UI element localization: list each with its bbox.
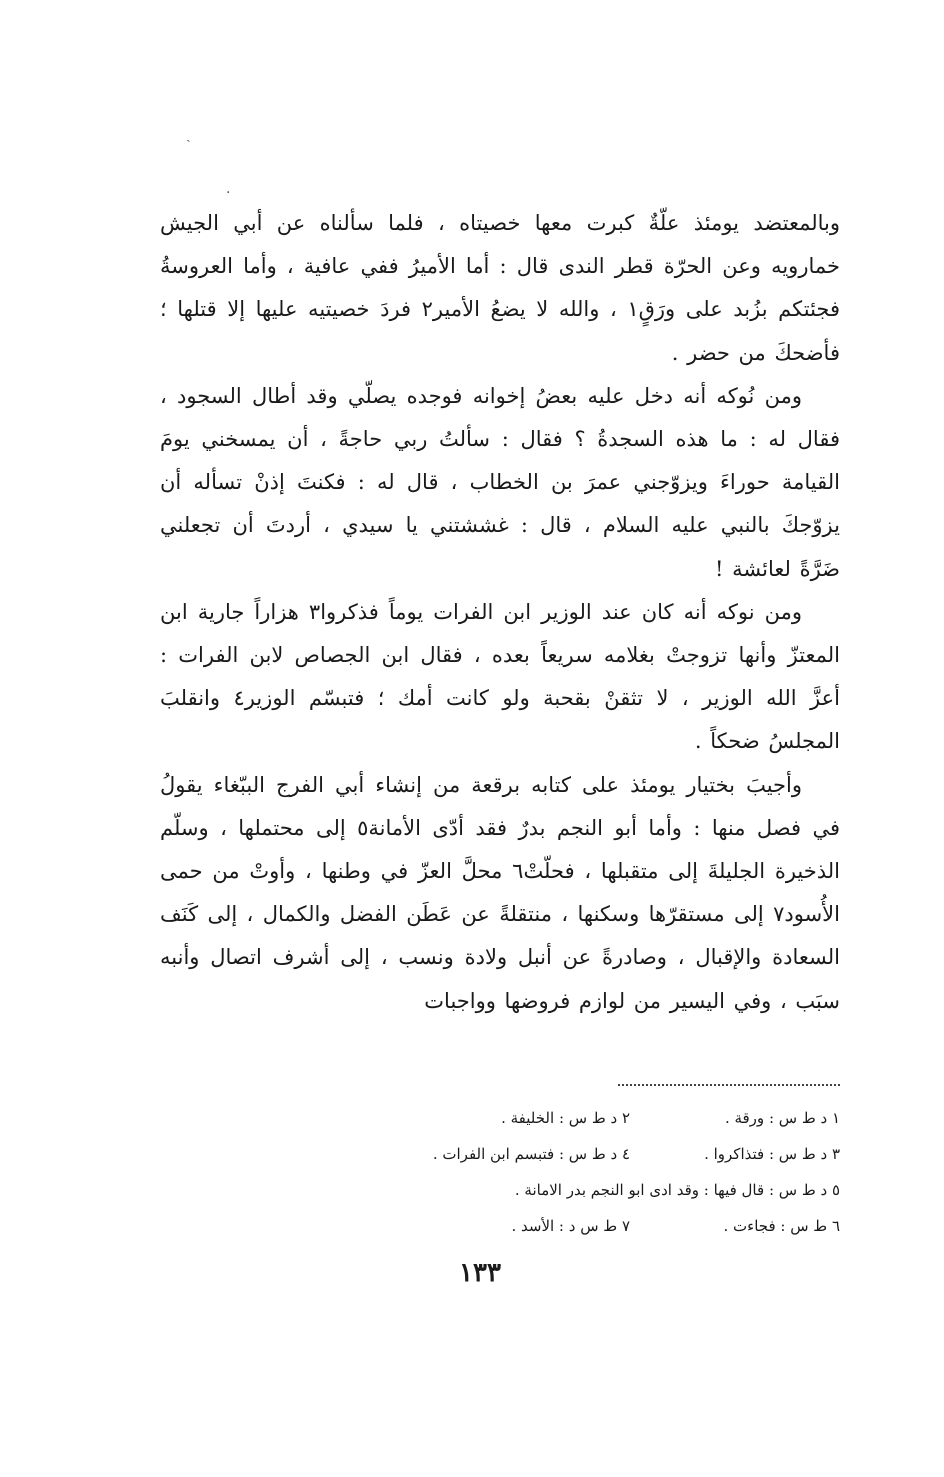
footnote: ٥ د ط س : قال فيها : وقد ادى ابو النجم بدر الامانة .	[514, 1181, 840, 1199]
paragraph: وبالمعتضد يومئذ علّةٌ كبرت معها خصيتاه ، فلما سألناه عن أبي الجيش خمارويه وعن الحرّة قطر الندى قال : أما الأميرُ ففي عافية ، وأما العروسةُ فجئتكم بزُبد على ورَقٍ١ ، والله لا يضعُ الأمير٢ فردَ خصيتيه عليها إلا قتلها ؛ فأضحكَ من حضر .	[160, 211, 840, 365]
footnote: ٦ ط س : فجاءت .	[723, 1217, 840, 1235]
paragraph: ومن نُوكه أنه دخل عليه بعضُ إخوانه فوجده يصلّي وقد أطال السجود ، فقال له : ما هذه السجدةُ ؟ فقال : سألتُ ربي حاجةً ، أن يمسخني يومَ القيامة حوراءَ ويزوّجني عمرَ بن الخطاب ، قال له : فكنتَ إذنْ تسأله أن يزوّجكَ بالنبي عليه السلام ، قال : غششتني يا سيدي ، أردتَ أن تجعلني ضَرَّةً لعائشة !	[160, 383, 840, 581]
paragraph: وأجيبَ بختيار يومئذ على كتابه برقعة من إنشاء أبي الفرج الببّغاء يقولُ في فصل منها : وأما أبو النجم بدرٌ فقد أدّى الأمانة٥ إلى محتملها ، وسلّم الذخيرة الجليلةَ إلى متقبلها ، فحلّتْ٦ محلَّ العزّ في وطنها ، وأوتْ من حمى الأُسود٧ إلى مستقرّها وسكنها ، منتقلةً عن عَطَن الفضل والكمال ، إلى كَنَف السعادة والإقبال ، وصادرةً عن أنبل ولادة ونسب ، إلى أشرف اتصال وأنبه سبَب ، وفي اليسير من لوازم فروضها وواجبات	[160, 772, 840, 1013]
footnote: ٢ د ط س : الخليفة .	[501, 1109, 630, 1127]
page-number: ١٣٣	[459, 1258, 501, 1288]
footnote-separator	[618, 1084, 840, 1086]
footnote-row	[200, 1136, 840, 1172]
scan-speck: ˎ	[186, 127, 191, 143]
footnote-row	[200, 1172, 840, 1208]
paragraph: ومن نوكه أنه كان عند الوزير ابن الفرات يوماً فذكروا٣ هزاراً جارية ابن المعتزّ وأنها تزوجتْ بغلامه سريعاً بعده ، فقال ابن الجصاص لابن الفرات : أعزَّ الله الوزير ، لا تثقنْ بقحبة ولو كانت أمك ؛ فتبسّم الوزير٤ وانقلبَ المجلسُ ضحكاً .	[160, 599, 840, 754]
footnote-row	[200, 1208, 840, 1244]
footnote: ٤ د ط س : فتبسم ابن الفرات .	[432, 1145, 630, 1163]
footnote: ٣ د ط س : فتذاكروا .	[704, 1145, 840, 1163]
footnotes	[200, 1100, 840, 1244]
footnote-row	[200, 1100, 840, 1136]
scan-speck: ·	[226, 185, 231, 201]
footnote: ١ د ط س : ورقة .	[724, 1109, 840, 1127]
footnote: ٧ ط س د : الأسد .	[511, 1217, 630, 1235]
main-text	[160, 202, 840, 1023]
